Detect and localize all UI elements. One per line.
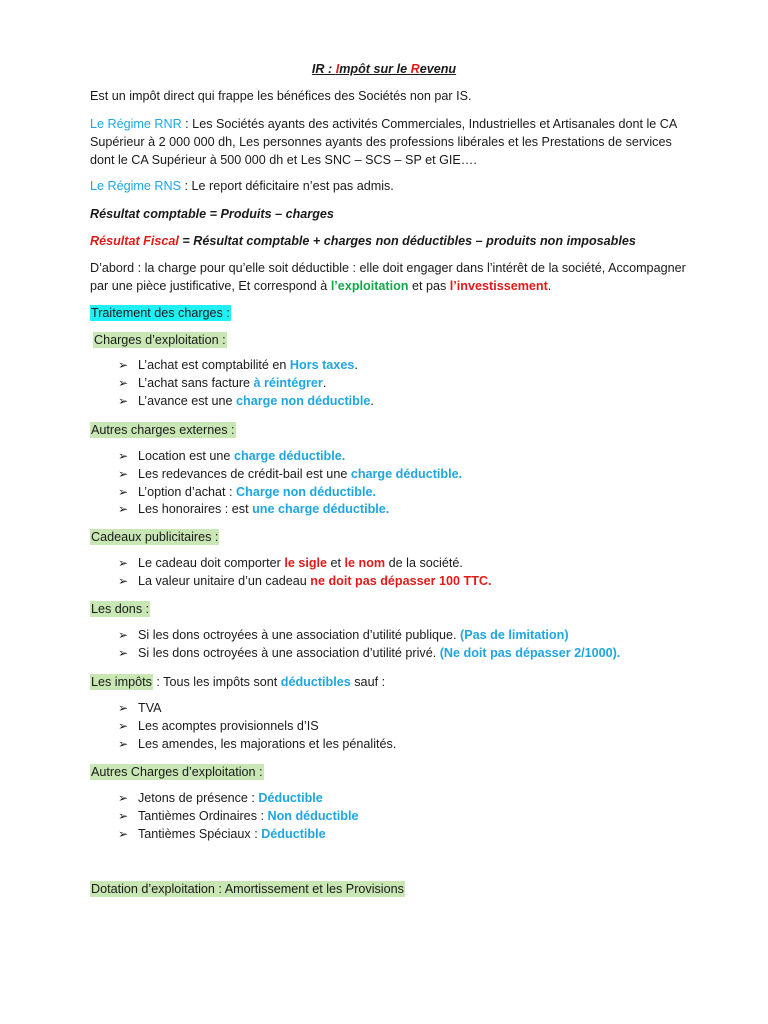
resultat-comptable-formula: Résultat comptable = Produits – charges <box>90 207 334 221</box>
arrow-bullet-icon: ➢ <box>118 358 129 372</box>
arrow-bullet-icon: ➢ <box>118 826 129 841</box>
autres-charges-externes-heading: Autres charges externes : <box>91 423 235 437</box>
list-item: ➢ Si les dons octroyées à une association d’utilité publique. (Pas de limitation) <box>118 627 678 645</box>
list-item: ➢ L’achat est comptabilité en Hors taxes. <box>118 357 678 375</box>
cadeaux-list <box>118 555 678 591</box>
list-item: ➢ Les honoraires : est une charge déductible. <box>118 501 678 519</box>
charges-exploitation-heading: Charges d’exploitation : <box>94 333 226 347</box>
autres-charges-exploitation-heading: Autres Charges d’exploitation : <box>91 765 263 779</box>
cadeaux-heading: Cadeaux publicitaires : <box>91 530 219 544</box>
dons-list <box>118 627 678 663</box>
list-item: ➢ Tantièmes Ordinaires : Non déductible <box>118 808 678 826</box>
arrow-bullet-icon: ➢ <box>118 484 129 499</box>
arrow-bullet-icon: ➢ <box>118 736 129 751</box>
list-item: ➢ L’achat sans facture à réintégrer. <box>118 375 678 393</box>
arrow-bullet-icon: ➢ <box>118 808 129 823</box>
impots-paragraph: Les impôts : Tous les impôts sont déductibles sauf : <box>91 675 386 689</box>
abord-paragraph: D’abord : la charge pour qu’elle soit déductible : elle doit engager dans l’intérêt de la société, Accompagner par une pièce justificative, Et correspond à l’exploitation et pas l’investissement. <box>90 261 686 293</box>
list-item: ➢ La valeur unitaire d’un cadeau ne doit pas dépasser 100 TTC. <box>118 573 678 591</box>
arrow-bullet-icon: ➢ <box>118 502 129 517</box>
list-item: ➢ Tantièmes Spéciaux : Déductible <box>118 826 678 844</box>
rnr-paragraph: Le Régime RNR : Les Sociétés ayants des activités Commerciales, Industrielles et Artisanales dont le CA Supérieur à 2 000 000 dh, Les personnes ayants des professions libérales et les Prestations de services dont le CA Supérieur à 500 000 dh et Les SNC – SCS – SP et GIE…. <box>90 117 677 167</box>
list-item: ➢ Location est une charge déductible. <box>118 448 678 466</box>
arrow-bullet-icon: ➢ <box>118 466 129 481</box>
arrow-bullet-icon: ➢ <box>118 556 129 570</box>
arrow-bullet-icon: ➢ <box>118 701 129 715</box>
page-title: IR : Impôt sur le Revenu <box>311 62 457 76</box>
list-item: ➢ Les redevances de crédit-bail est une charge déductible. <box>118 466 678 484</box>
autres-charges-exploitation-list <box>118 790 678 843</box>
arrow-bullet-icon: ➢ <box>118 628 129 642</box>
arrow-bullet-icon: ➢ <box>118 645 129 660</box>
arrow-bullet-icon: ➢ <box>118 718 129 733</box>
list-item: ➢ Si les dons octroyées à une association d’utilité privé. (Ne doit pas dépasser 2/1000). <box>118 645 678 663</box>
arrow-bullet-icon: ➢ <box>118 573 129 588</box>
arrow-bullet-icon: ➢ <box>118 449 129 463</box>
list-item: ➢ L’avance est une charge non déductible. <box>118 393 678 411</box>
list-item: ➢ L’option d’achat : Charge non déductible. <box>118 484 678 502</box>
autres-charges-externes-list <box>118 448 678 519</box>
resultat-fiscal-formula: Résultat Fiscal = Résultat comptable + charges non déductibles – produits non imposables <box>90 234 636 248</box>
impots-list <box>118 700 678 753</box>
charges-exploitation-list <box>118 357 678 410</box>
arrow-bullet-icon: ➢ <box>118 375 129 390</box>
traitement-heading: Traitement des charges : <box>91 306 230 320</box>
list-item: ➢ Les acomptes provisionnels d’IS <box>118 718 678 736</box>
list-item: ➢ Les amendes, les majorations et les pénalités. <box>118 736 678 754</box>
dotation-heading: Dotation d’exploitation : Amortissement et les Provisions <box>91 882 404 896</box>
list-item: ➢ Jetons de présence : Déductible <box>118 790 678 808</box>
list-item: ➢ TVA <box>118 700 678 718</box>
list-item: ➢ Le cadeau doit comporter le sigle et le nom de la société. <box>118 555 678 573</box>
intro-paragraph: Est un impôt direct qui frappe les bénéfices des Sociétés non par IS. <box>90 89 472 103</box>
dons-heading: Les dons : <box>91 602 150 616</box>
arrow-bullet-icon: ➢ <box>118 393 129 408</box>
arrow-bullet-icon: ➢ <box>118 791 129 805</box>
rns-paragraph: Le Régime RNS : Le report déficitaire n’est pas admis. <box>90 179 394 193</box>
